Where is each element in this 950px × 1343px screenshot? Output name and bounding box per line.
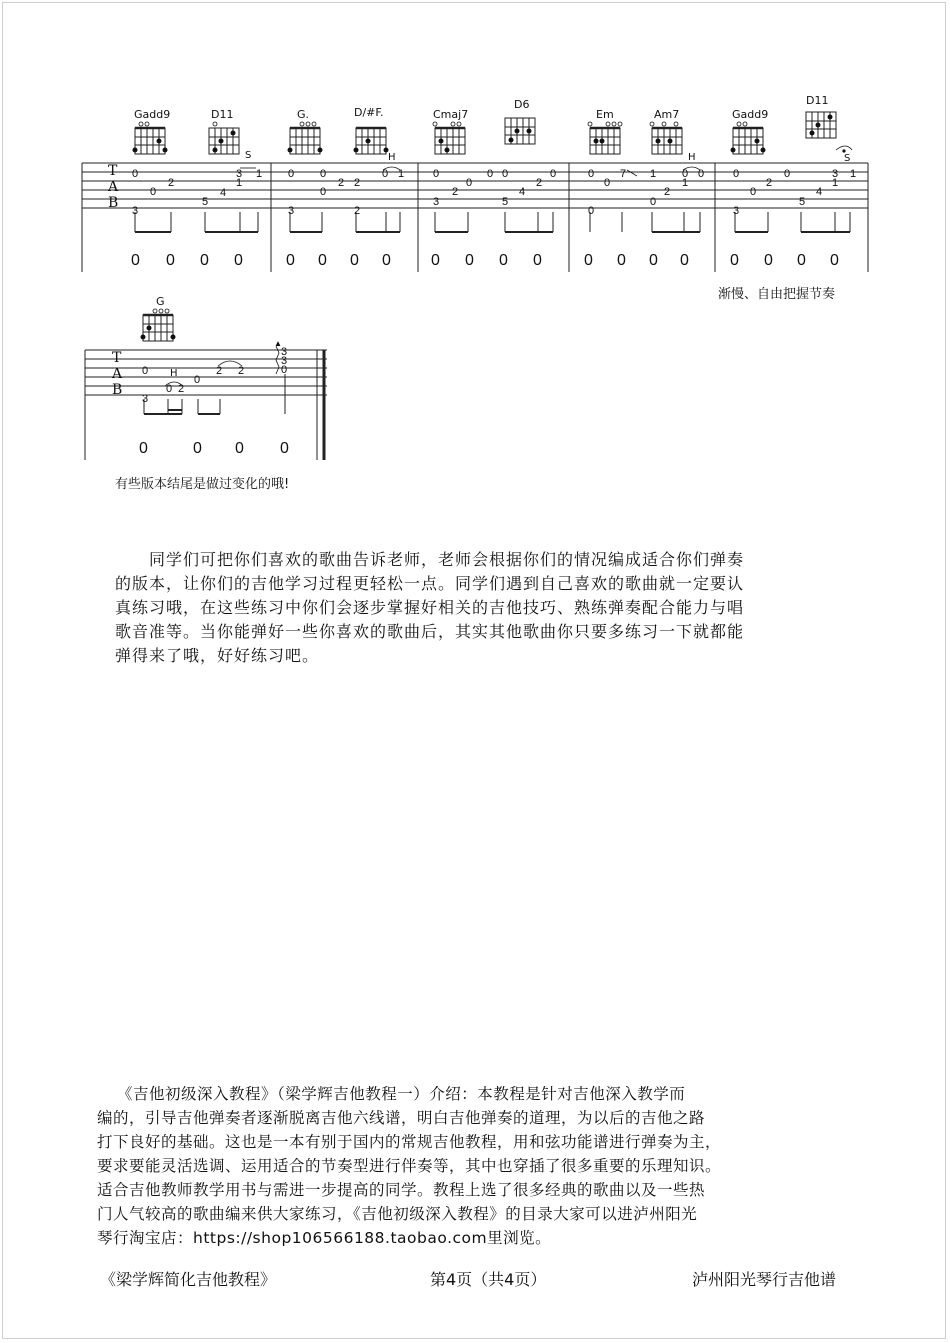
bass-count: 0 xyxy=(131,252,140,269)
open-string-markers xyxy=(139,122,747,126)
technique-mark: H xyxy=(170,368,178,379)
svg-text:0: 0 xyxy=(550,168,557,180)
svg-text:3: 3 xyxy=(288,205,295,217)
bass-count: 0 xyxy=(764,252,773,269)
svg-text:2: 2 xyxy=(766,177,773,189)
paragraph-line: 弹得来了哦，好好练习吧。 xyxy=(115,646,320,665)
paragraph-advice xyxy=(115,548,875,668)
svg-text:0: 0 xyxy=(733,168,740,180)
footer-page-number: 第4页（共4页） xyxy=(430,1270,547,1289)
chord-name: D6 xyxy=(514,98,530,111)
tab-system-1 xyxy=(0,0,950,300)
bass-count: 0 xyxy=(465,252,474,269)
paragraph-line: 歌音准等。当你能弹好一些你喜欢的歌曲后，其实其他歌曲你只要多练习一下就都能 xyxy=(115,622,745,641)
tab-clef-letter: T xyxy=(108,163,118,179)
chord-name: G xyxy=(156,295,165,308)
svg-text:3: 3 xyxy=(142,393,149,405)
svg-text:0: 0 xyxy=(288,168,295,180)
fret-numbers xyxy=(142,346,287,405)
bass-count: 0 xyxy=(382,252,391,269)
footer-book-title: 《梁学辉简化吉他教程》 xyxy=(100,1270,277,1289)
svg-text:0: 0 xyxy=(604,177,611,189)
bass-count: 0 xyxy=(830,252,839,269)
bass-count: 0 xyxy=(234,252,243,269)
bass-count: 0 xyxy=(139,440,148,457)
bass-count-row xyxy=(0,252,950,272)
svg-text:0: 0 xyxy=(150,186,157,198)
svg-text:0: 0 xyxy=(320,186,327,198)
svg-text:0: 0 xyxy=(194,374,201,386)
svg-text:4: 4 xyxy=(519,186,526,198)
svg-text:4: 4 xyxy=(816,186,823,198)
svg-text:0: 0 xyxy=(132,168,139,180)
bass-count: 0 xyxy=(200,252,209,269)
paragraph-line: 《吉他初级深入教程》（梁学辉吉他教程一）介绍：本教程是针对吉他深入教学而 xyxy=(117,1085,686,1103)
bass-count: 0 xyxy=(286,252,295,269)
paragraph-line: 门人气较高的歌曲编来供大家练习，《吉他初级深入教程》的目录大家可以进泸州阳光 xyxy=(97,1205,698,1223)
chord-name: D11 xyxy=(806,94,829,107)
svg-text:1: 1 xyxy=(236,177,243,189)
svg-text:0: 0 xyxy=(382,168,389,180)
chord-diagram xyxy=(356,128,386,154)
chord-name: Gadd9 xyxy=(134,108,171,121)
paragraph-line: 同学们可把你们喜欢的歌曲告诉老师，老师会根据你们的情况编成适合你们弹奏 xyxy=(149,550,745,569)
paragraph-book-intro xyxy=(97,1082,877,1250)
chord-name: D/#F. xyxy=(354,106,384,119)
svg-text:0: 0 xyxy=(502,168,509,180)
chord-name: D11 xyxy=(211,108,234,121)
bass-count: 0 xyxy=(649,252,658,269)
tab-clef-letter: A xyxy=(112,366,123,382)
svg-text:5: 5 xyxy=(202,196,209,208)
svg-text:0: 0 xyxy=(588,205,595,217)
slide-marks xyxy=(165,342,280,386)
bass-count: 0 xyxy=(280,440,289,457)
svg-text:0: 0 xyxy=(784,168,791,180)
footer-shop-name: 泸州阳光琴行吉他谱 xyxy=(692,1270,837,1289)
svg-text:2: 2 xyxy=(238,365,245,377)
svg-text:0: 0 xyxy=(320,168,327,180)
tempo-note: 渐慢、自由把握节奏 xyxy=(718,287,836,302)
chord-diagram xyxy=(290,128,320,154)
technique-mark: S xyxy=(245,150,252,161)
tab-clef-letter: B xyxy=(108,195,119,211)
svg-text:4: 4 xyxy=(220,187,227,199)
bass-count: 0 xyxy=(680,252,689,269)
svg-text:2: 2 xyxy=(168,177,175,189)
svg-text:3: 3 xyxy=(281,355,288,367)
svg-text:2: 2 xyxy=(664,186,671,198)
svg-text:1: 1 xyxy=(832,177,839,189)
bass-count: 0 xyxy=(193,440,202,457)
svg-text:2: 2 xyxy=(354,177,361,189)
bass-count: 0 xyxy=(730,252,739,269)
svg-text:0: 0 xyxy=(698,168,705,180)
svg-text:1: 1 xyxy=(682,177,689,189)
svg-text:2: 2 xyxy=(216,365,223,377)
svg-text:0: 0 xyxy=(166,383,173,395)
svg-text:3: 3 xyxy=(132,205,139,217)
tab-system-2 xyxy=(0,290,950,500)
chord-name: Cmaj7 xyxy=(433,108,469,121)
paragraph-line: 编的，引导吉他弹奏者逐渐脱离吉他六线谱，明白吉他弹奏的道理，为以后的吉他之路 xyxy=(97,1109,706,1127)
bass-count: 0 xyxy=(350,252,359,269)
svg-text:2: 2 xyxy=(536,177,543,189)
svg-text:3: 3 xyxy=(733,205,740,217)
svg-text:0: 0 xyxy=(682,168,689,180)
svg-text:3: 3 xyxy=(433,196,440,208)
tab-clef-letter: B xyxy=(112,382,123,398)
paragraph-line: 要求要能灵活选调、运用适合的节奏型进行伴奏等，其中也穿插了很多重要的乐理知识。 xyxy=(97,1157,722,1175)
bass-count-row xyxy=(0,440,400,460)
open-string-markers xyxy=(153,309,169,313)
bass-count: 0 xyxy=(235,440,244,457)
svg-text:3: 3 xyxy=(236,168,243,180)
tab-staff xyxy=(0,290,400,460)
svg-text:5: 5 xyxy=(799,196,806,208)
svg-text:0: 0 xyxy=(650,196,657,208)
bass-count: 0 xyxy=(797,252,806,269)
svg-text:0: 0 xyxy=(588,168,595,180)
paragraph-line: 适合吉他教师教学用书与需进一步提高的同学。教程上选了很多经典的歌曲以及一些热 xyxy=(97,1181,706,1199)
technique-mark: S xyxy=(844,153,851,164)
tab-clef-letter: T xyxy=(112,350,122,366)
chord-name: Gadd9 xyxy=(732,108,769,121)
bass-count: 0 xyxy=(617,252,626,269)
bass-count: 0 xyxy=(166,252,175,269)
bass-count: 0 xyxy=(499,252,508,269)
paragraph-line: 琴行淘宝店：https://shop106566188.taobao.com里浏览。 xyxy=(97,1229,552,1247)
paragraph-line: 打下良好的基础。这也是一本有别于国内的常规吉他教程，用和弦功能谱进行弹奏为主， xyxy=(97,1133,722,1151)
chord-name: Em xyxy=(596,108,614,121)
svg-text:0: 0 xyxy=(487,168,494,180)
svg-text:1: 1 xyxy=(398,168,405,180)
svg-text:5: 5 xyxy=(502,196,509,208)
bass-count: 0 xyxy=(533,252,542,269)
svg-text:1: 1 xyxy=(850,168,857,180)
svg-text:0: 0 xyxy=(281,364,288,376)
stems xyxy=(135,212,850,232)
technique-mark: H xyxy=(388,152,396,163)
svg-text:1: 1 xyxy=(256,168,263,180)
svg-text:0: 0 xyxy=(750,186,757,198)
svg-text:0: 0 xyxy=(433,168,440,180)
paragraph-line: 真练习哦，在这些练习中你们会逐步掌握好相关的吉他技巧、熟练弹奏配合能力与唱 xyxy=(115,598,745,617)
svg-text:0: 0 xyxy=(466,177,473,189)
technique-mark: H xyxy=(688,152,696,163)
chord-name: Am7 xyxy=(654,108,680,121)
tab-clef-letter: A xyxy=(108,179,119,195)
bass-count: 0 xyxy=(318,252,327,269)
paragraph-line: 的版本，让你们的吉他学习过程更轻松一点。同学们遇到自己喜欢的歌曲就一定要认 xyxy=(115,574,745,593)
svg-text:3: 3 xyxy=(281,346,288,358)
chord-name: G. xyxy=(297,108,310,121)
svg-text:2: 2 xyxy=(338,177,345,189)
bass-count: 0 xyxy=(584,252,593,269)
svg-text:7: 7 xyxy=(620,168,627,180)
svg-text:2: 2 xyxy=(178,383,185,395)
bass-count: 0 xyxy=(431,252,440,269)
svg-text:2: 2 xyxy=(354,205,361,217)
finger-dots xyxy=(133,115,833,153)
svg-text:3: 3 xyxy=(832,168,839,180)
fret-numbers xyxy=(132,168,856,217)
svg-text:1: 1 xyxy=(650,168,657,180)
svg-text:0: 0 xyxy=(142,365,149,377)
svg-text:2: 2 xyxy=(452,186,459,198)
ending-note: 有些版本结尾是做过变化的哦! xyxy=(115,477,290,492)
